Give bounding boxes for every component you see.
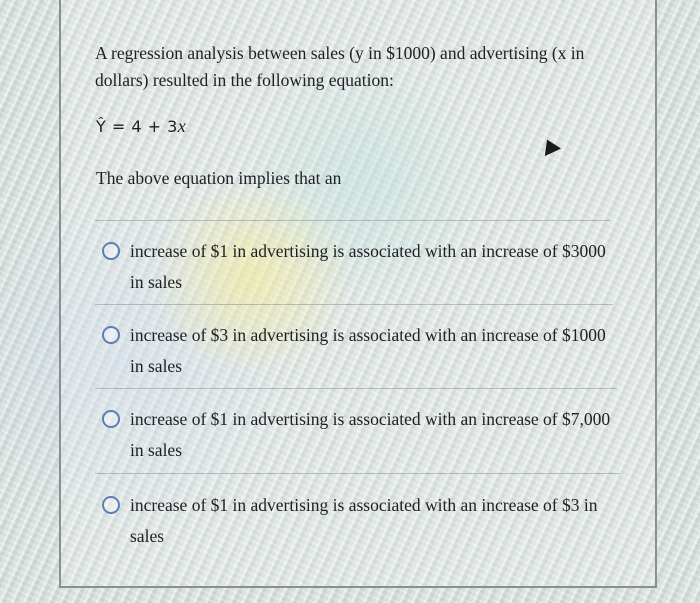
question-intro: The above equation implies that an bbox=[96, 168, 342, 188]
answer-option-1[interactable] bbox=[102, 236, 622, 298]
regression-equation bbox=[96, 116, 186, 137]
equation-rhs: = 4 + 3 bbox=[106, 117, 178, 136]
question-text: A regression analysis between sales (y in $1000) and advertising (x in dollars) resulted in the following equation: bbox=[95, 43, 585, 90]
equation-lhs: Ŷ bbox=[96, 117, 107, 136]
divider bbox=[95, 473, 620, 474]
divider bbox=[95, 220, 610, 221]
answer-option-label[interactable]: increase of $1 in advertising is associated with an increase of $3 in sales bbox=[130, 495, 598, 546]
radio-button-icon[interactable] bbox=[102, 496, 120, 514]
radio-button-icon[interactable] bbox=[102, 326, 120, 344]
answer-option-label[interactable]: increase of $1 in advertising is associated with an increase of $3000 in sales bbox=[130, 241, 606, 292]
answer-option-4[interactable] bbox=[102, 490, 622, 552]
answer-option-3[interactable] bbox=[102, 404, 622, 466]
radio-button-icon[interactable] bbox=[102, 410, 120, 428]
answer-option-label[interactable]: increase of $3 in advertising is associated with an increase of $1000 in sales bbox=[130, 325, 606, 376]
radio-button-icon[interactable] bbox=[102, 242, 120, 260]
answer-option-2[interactable] bbox=[102, 320, 622, 382]
divider bbox=[95, 304, 613, 305]
divider bbox=[95, 388, 617, 389]
answer-option-label[interactable]: increase of $1 in advertising is associated with an increase of $7,000 in sales bbox=[130, 409, 611, 460]
equation-variable: x bbox=[177, 116, 187, 136]
